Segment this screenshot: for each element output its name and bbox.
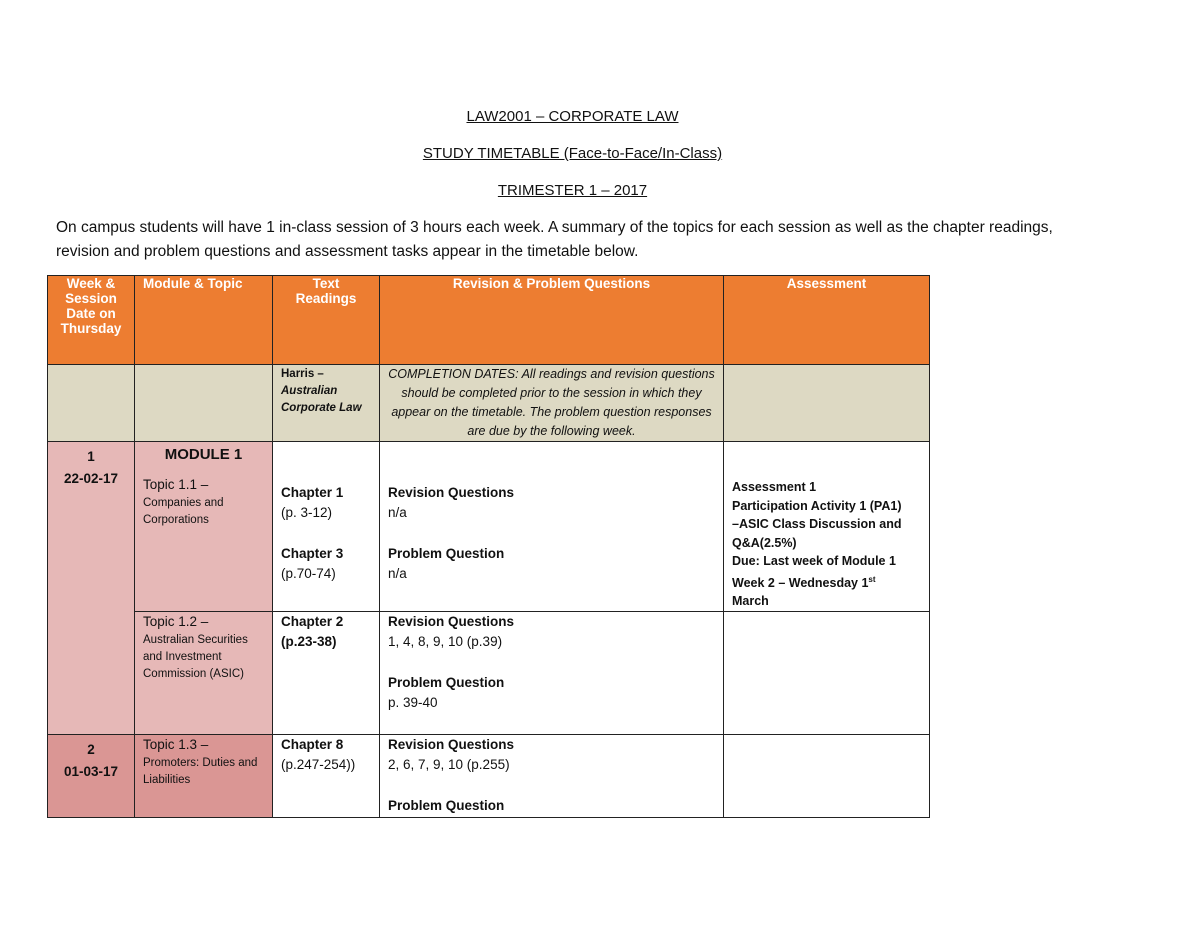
- reading-chapter-3-pages: (p.70-74): [281, 566, 336, 581]
- topic-1-3-name: Promoters: Duties and Liabilities: [143, 756, 258, 786]
- course-title: LAW2001 – CORPORATE LAW: [466, 108, 679, 125]
- revision-questions-label: Revision Questions: [388, 613, 515, 629]
- timetable: [47, 275, 930, 818]
- topic-1-1-cell: [135, 442, 273, 612]
- topic-1-2-name: Australian Securities and Investment Commission (ASIC): [143, 633, 248, 680]
- reading-chapter-8: Chapter 8: [281, 736, 344, 752]
- assessment-empty-1-3: [724, 734, 930, 817]
- revision-questions-value: 1, 4, 8, 9, 10 (p.39): [388, 633, 503, 649]
- questions-1-2: [380, 611, 724, 734]
- assessment-1-cell: [724, 442, 930, 612]
- reading-chapter-2: Chapter 2: [281, 613, 344, 629]
- week1-row-a: [48, 442, 930, 612]
- readings-1-2: [273, 611, 380, 734]
- readings-1-1: [273, 442, 380, 612]
- topic-1-2-cell: [135, 611, 273, 734]
- topic-1-2-title: Topic 1.2 –: [143, 613, 209, 629]
- reading-chapter-8-pages: (p.247-254)): [281, 756, 356, 772]
- header-questions: Revision & Problem Questions: [380, 276, 724, 365]
- topic-1-3-title: Topic 1.3 –: [143, 736, 209, 752]
- assessment-1-activity: Participation Activity 1 (PA1): [732, 498, 902, 513]
- assessment-1-due-month: March: [732, 594, 769, 609]
- textbook-cell: [273, 365, 380, 442]
- textbook-author: Harris –: [281, 368, 324, 380]
- intro-paragraph: On campus students will have 1 in-class session of 3 hours each week. A summary of the topics for each session as well as the chapter readings, revision and problem questions and assessment tasks appear in the timetable below.: [56, 219, 1053, 260]
- assessment-1-description: –ASIC Class Discussion and Q&A(2.5%): [732, 517, 902, 550]
- week1-number: 1: [87, 449, 95, 464]
- note-empty-module: [135, 365, 273, 442]
- note-row: [48, 365, 930, 442]
- questions-1-3: [380, 734, 724, 817]
- topic-1-1-name: Companies and Corporations: [143, 497, 224, 526]
- header-readings: Text Readings: [273, 276, 380, 365]
- note-empty-assessment: [724, 365, 930, 442]
- assessment-empty-1-2: [724, 611, 930, 734]
- revision-questions-value: 2, 6, 7, 9, 10 (p.255): [388, 756, 510, 772]
- timetable-subtitle: STUDY TIMETABLE (Face-to-Face/In-Class): [422, 145, 723, 162]
- reading-chapter-1-pages: (p. 3-12): [281, 505, 333, 520]
- problem-question-label: Problem Question: [388, 674, 505, 690]
- problem-question-label: Problem Question: [388, 797, 505, 813]
- week2-number: 2: [87, 741, 95, 757]
- header-week: Week & Session Date on Thursday: [48, 276, 135, 365]
- header-module: Module & Topic: [135, 276, 273, 365]
- assessment-1-due: Due: Last week of Module 1: [732, 554, 896, 568]
- week2-row: [48, 734, 930, 817]
- readings-1-3: [273, 734, 380, 817]
- problem-question-value: p. 39-40: [388, 694, 438, 710]
- problem-question-label: Problem Question: [388, 546, 505, 561]
- week1-cell: [48, 442, 135, 735]
- topic-1-1-title: Topic 1.1 –: [143, 477, 209, 492]
- questions-1-1: [380, 442, 724, 612]
- week2-cell: [48, 734, 135, 817]
- week2-date: 01-03-17: [63, 763, 119, 779]
- topic-1-3-cell: [135, 734, 273, 817]
- module-1-label: MODULE 1: [164, 446, 243, 463]
- revision-questions-label: Revision Questions: [388, 736, 515, 752]
- week1-row-b: [48, 611, 930, 734]
- problem-question-value: n/a: [388, 566, 407, 581]
- reading-chapter-1: Chapter 1: [281, 485, 344, 500]
- reading-chapter-2-pages: (p.23-38): [281, 633, 337, 649]
- revision-questions-label: Revision Questions: [388, 485, 515, 500]
- assessment-1-due-date: Week 2 – Wednesday 1st: [732, 574, 876, 590]
- document-headings: [0, 108, 1145, 219]
- term-label: TRIMESTER 1 – 2017: [497, 182, 648, 199]
- header-assessment: Assessment: [724, 276, 930, 365]
- completion-dates: COMPLETION DATES: All readings and revision questions should be completed prior to the session in which they appear on the timetable. The problem question responses are due by the following week.: [380, 365, 724, 442]
- header-row: [48, 276, 930, 365]
- assessment-1-title: Assessment 1: [732, 480, 817, 494]
- note-empty-week: [48, 365, 135, 442]
- week1-date: 22-02-17: [63, 471, 119, 486]
- revision-questions-value: n/a: [388, 505, 407, 520]
- reading-chapter-3: Chapter 3: [281, 546, 344, 561]
- textbook-title: Australian Corporate Law: [281, 385, 362, 414]
